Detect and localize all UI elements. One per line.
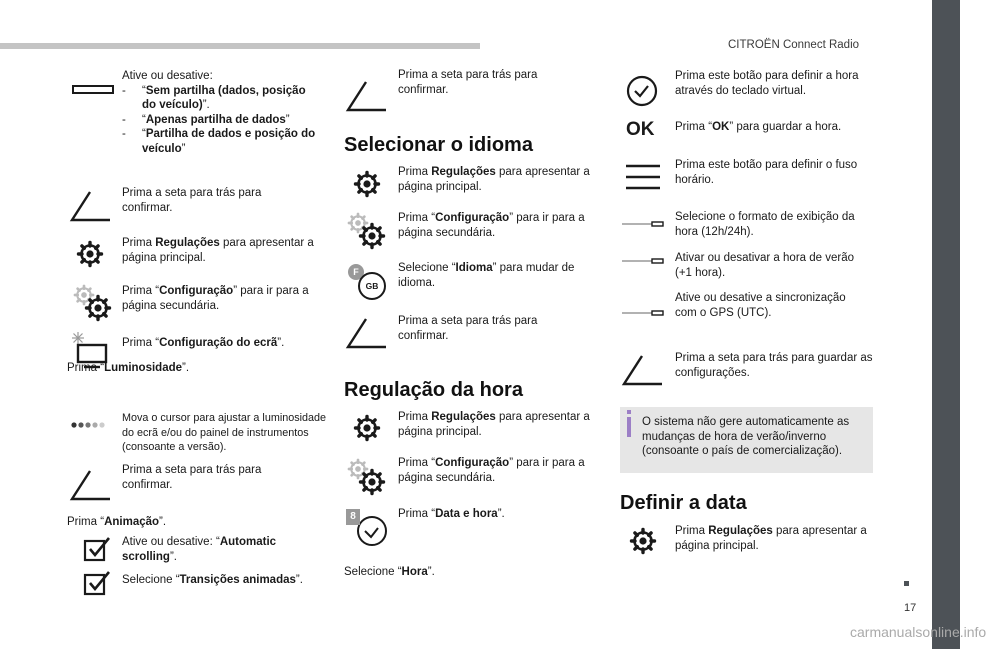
flag-gb-badge: GB [358, 272, 386, 300]
toggle-intro: Ative ou desative: [122, 70, 213, 82]
settings-text: Prima Regulações para apresentar a página principal. [398, 166, 590, 193]
back-text: Prima a seta para trás para confirmar. [398, 69, 538, 96]
double-gear-icon [347, 458, 387, 496]
gps-sync-text: Ative ou desative a sincronização com o GPS (UTC). [675, 292, 846, 319]
info-note [620, 407, 873, 473]
toggle-bar-icon [72, 85, 114, 94]
sidebar-bar [932, 0, 960, 649]
back-save-text: Prima a seta para trás para guardar as configurações. [675, 352, 873, 379]
settings-text: Prima Regulações para apresentar a página principal. [122, 237, 314, 264]
toggle-switch-icon [622, 257, 664, 265]
back-text: Prima a seta para trás para confirmar. [398, 315, 538, 342]
auto-scroll-text: Ative ou desative: “Automatic scrolling”. [122, 536, 277, 563]
menu-lines-icon [625, 162, 661, 192]
slider-text: Mova o cursor para ajustar a luminosidade do ecrã e/ou do painel de instrumentos (consoante a versão). [122, 412, 327, 453]
date-time-icon [346, 509, 386, 547]
brightness-slider-icon [71, 420, 107, 430]
config-text: Prima “Configuração” para ir para a página secundária. [122, 285, 309, 312]
config-text: Prima “Configuração” para ir para a página secundária. [398, 457, 585, 484]
flag-f-badge: F [348, 264, 364, 280]
back-arrow-icon [344, 315, 388, 351]
page-header: CITROËN Connect Radio [728, 39, 860, 51]
luminosity-text: Prima “Luminosidade”. [67, 362, 190, 374]
section-heading-time: Regulação da hora [344, 379, 523, 401]
page-number: 17 [904, 602, 917, 614]
sharing-option: - “Sem partilha (dados, posição do veículo)”. [122, 84, 322, 113]
sharing-option: - “Apenas partilha de dados” [122, 113, 322, 128]
section-heading-language: Selecionar o idioma [344, 134, 533, 156]
watermark: carmanualsonline.info [850, 624, 986, 640]
ok-icon: OK [626, 119, 655, 140]
gear-icon [353, 414, 381, 442]
keyboard-time-icon [625, 74, 659, 108]
back-arrow-icon [68, 188, 112, 224]
sharing-option: - “Partilha de dados e posição do veículo” [122, 127, 322, 156]
back-text: Prima a seta para trás para confirmar. [122, 464, 262, 491]
back-arrow-icon [620, 352, 664, 388]
animation-text: Prima “Animação”. [67, 516, 167, 528]
double-gear-icon [347, 212, 387, 250]
settings-text: Prima Regulações para apresentar a página principal. [675, 525, 867, 552]
hour-text: Selecione “Hora”. [344, 566, 435, 578]
checkbox-icon [83, 570, 111, 596]
header-rule [0, 43, 480, 49]
info-icon [627, 410, 631, 414]
transitions-text: Selecione “Transições animadas”. [122, 574, 303, 586]
toggle-sharing-text [122, 69, 322, 156]
keyboard-text: Prima este botão para definir a hora através do teclado virtual. [675, 70, 859, 97]
sharing-options-list [122, 84, 322, 157]
format-text: Selecione o formato de exibição da hora (12h/24h). [675, 211, 855, 238]
checkbox-icon [83, 536, 111, 562]
section-heading-date: Definir a data [620, 492, 747, 514]
screen-config-text: Prima “Configuração do ecrã”. [122, 337, 285, 349]
ok-text: Prima “OK” para guardar a hora. [675, 121, 842, 133]
gear-icon [629, 527, 657, 555]
config-text: Prima “Configuração” para ir para a página secundária. [398, 212, 585, 239]
dst-text: Ativar ou desativar a hora de verão (+1 hora). [675, 252, 854, 279]
back-text: Prima a seta para trás para confirmar. [122, 187, 262, 214]
settings-text: Prima Regulações para apresentar a página principal. [398, 411, 590, 438]
date-time-text: Prima “Data e hora”. [398, 508, 505, 520]
language-text: Selecione “Idioma” para mudar de idioma. [398, 262, 575, 289]
toggle-switch-icon [622, 309, 664, 317]
end-marker [904, 581, 909, 586]
calendar-badge: 8 [346, 509, 360, 525]
gear-icon [76, 240, 104, 268]
info-icon-bar [627, 417, 631, 437]
back-arrow-icon [68, 467, 112, 503]
toggle-switch-icon [622, 220, 664, 228]
back-arrow-icon [344, 78, 388, 114]
timezone-text: Prima este botão para definir o fuso horário. [675, 159, 858, 186]
double-gear-icon [73, 284, 113, 322]
info-note-text: O sistema não gere automaticamente as mudanças de hora de verão/inverno (consoante o país de comercialização). [642, 416, 850, 457]
gear-icon [353, 170, 381, 198]
language-icon [348, 264, 390, 296]
